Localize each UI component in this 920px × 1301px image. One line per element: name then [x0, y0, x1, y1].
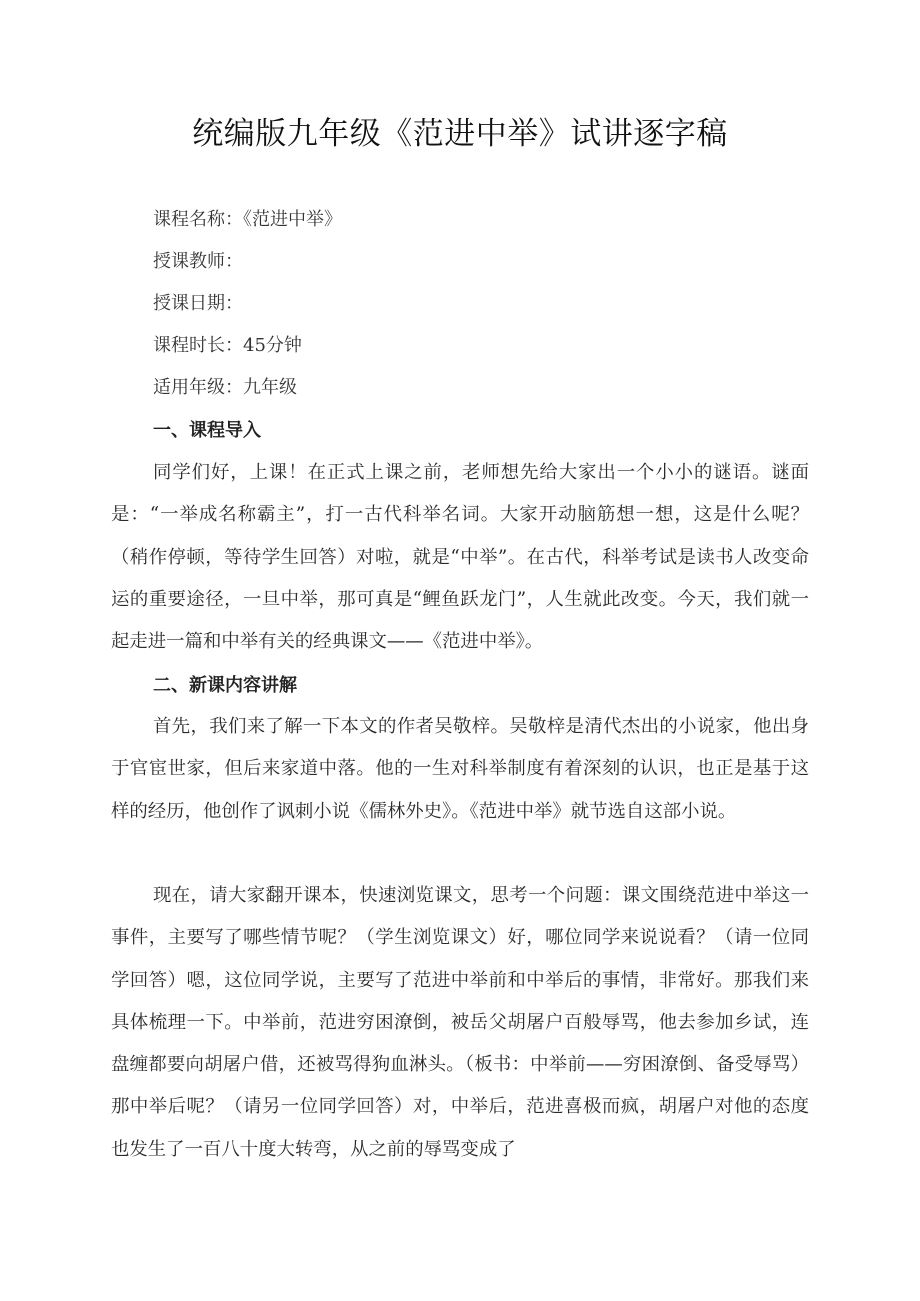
meta-date: 授课日期： — [153, 293, 243, 314]
paragraph-author: 首先，我们来了解一下本文的作者吴敬梓。吴敬梓是清代杰出的小说家，他出身于官宦世家，但后来家道中落。他的一生对科举制度有着深刻的认识，也正是基于这样的经历，他创作了讽刺小说《儒林外史》。《范进中举》就节选自这部小说。 — [111, 716, 809, 822]
meta-course-name: 课程名称：《范进中举》 — [153, 209, 342, 230]
section-heading-new-lesson: 二、新课内容讲解 — [153, 675, 297, 696]
meta-teacher: 授课教师： — [153, 251, 243, 272]
meta-grade: 适用年级：九年级 — [153, 377, 297, 398]
section-heading-intro: 一、课程导入 — [153, 420, 261, 441]
meta-duration: 课程时长：45分钟 — [153, 335, 302, 356]
paragraph-intro: 同学们好，上课！在正式上课之前，老师想先给大家出一个小小的谜语。谜面是：“一举成名称霸主”，打一古代科举名词。大家开动脑筋想一想，这是什么呢？（稍作停顿，等待学生回答）对啦，就是“中举”。在古代，科举考试是读书人改变命运的重要途径，一旦中举，那可真是“鲤鱼跃龙门”，人生就此改变。今天，我们就一起走进一篇和中举有关的经典课文——《范进中举》。 — [111, 462, 809, 653]
document-title: 统编版九年级《范进中举》试讲逐字稿 — [192, 116, 728, 152]
paragraph-plot: 现在，请大家翻开课本，快速浏览课文，思考一个问题：课文围绕范进中举这一事件，主要写了哪些情节呢？（学生浏览课文）好，哪位同学来说说看？（请一位同学回答）嗯，这位同学说，主要写了范进中举前和中举后的事情，非常好。那我们来具体梳理一下。中举前，范进穷困潦倒，被岳父胡屠户百般辱骂，他去参加乡试，连盘缠都要向胡屠户借，还被骂得狗血淋头。（板书：中举前——穷困潦倒、备受辱骂）那中举后呢？（请另一位同学回答）对，中举后，范进喜极而疯，胡屠户对他的态度也发生了一百八十度大转弯，从之前的辱骂变成了 — [111, 885, 809, 1160]
